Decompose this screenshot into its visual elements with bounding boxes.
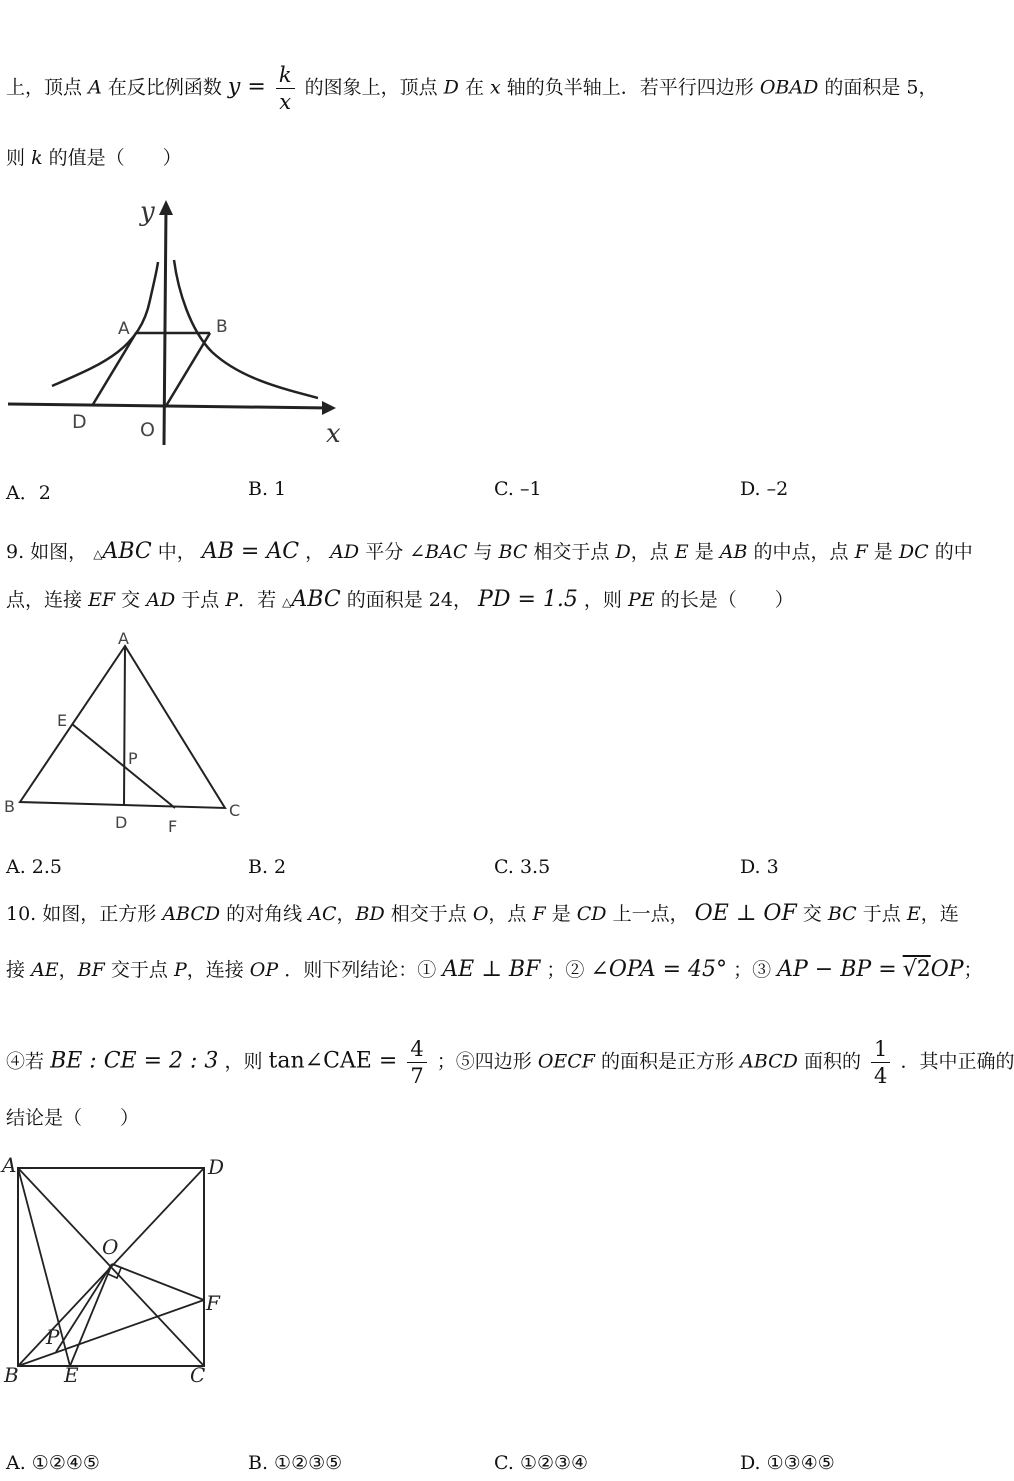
x-axis (8, 404, 330, 408)
text: 于点 (862, 903, 901, 925)
function-fraction (276, 62, 295, 115)
text: ，则 (224, 1050, 263, 1073)
text: ．其中正确的 (900, 1050, 1014, 1073)
hyperbola-right-branch (174, 260, 318, 398)
var-E: E (906, 903, 921, 925)
text: 平分 (365, 541, 404, 563)
var-P: P (173, 959, 187, 981)
segment-AD (92, 333, 136, 406)
text: 是 (551, 903, 571, 925)
text: 的面积是 5， (824, 76, 938, 99)
var-D: D (615, 541, 631, 563)
triangle-symbol: △ (282, 595, 292, 609)
ratio-BE-CE: BE : CE = 2 : 3 (50, 1048, 219, 1074)
q9-figure (0, 628, 250, 838)
label-A: A (118, 319, 130, 339)
label-D: D (115, 813, 128, 832)
q8-stem-line2 (6, 146, 182, 170)
text: 交 (121, 589, 141, 611)
label-y: y (140, 197, 155, 227)
text: 于点 (181, 589, 220, 611)
var-k: k (31, 147, 43, 169)
triangle-ABC (20, 646, 225, 808)
text: 的面积是正方形 (601, 1050, 735, 1073)
conclusion-3-lhs: AP − BP = (777, 957, 897, 982)
segment-OE (70, 1264, 112, 1366)
label-C: C (229, 801, 241, 820)
text: 是 (694, 541, 714, 563)
q9-stem-line1 (6, 540, 973, 566)
text: 则 (6, 147, 26, 169)
fraction-denominator: 7 (410, 1064, 424, 1088)
q9-option-c[interactable]: C. 3.5 (494, 856, 551, 878)
q10-option-b[interactable]: B. ①②③⑤ (248, 1452, 343, 1474)
var-AE: AE (31, 959, 59, 981)
label-x: x (326, 419, 341, 449)
var-AB: AB (719, 541, 748, 563)
text: 点，连接 (6, 589, 83, 611)
text: 的长是（ ） (660, 589, 794, 611)
q10-stem-line3 (6, 1036, 1014, 1089)
fraction-denominator: x (279, 90, 292, 114)
var-AC: AC (308, 903, 337, 925)
label-E: E (57, 711, 68, 730)
text: ，连接 (186, 959, 244, 981)
fraction-4-7 (407, 1036, 426, 1089)
var-OP: OP (930, 957, 964, 982)
equation-PD: PD = 1.5 (478, 587, 578, 612)
text: ，则 (583, 589, 622, 611)
var-ABC: ABC (102, 539, 152, 564)
text: 交 (802, 903, 822, 925)
text: 交于点 (110, 959, 168, 981)
label-O: O (102, 1235, 119, 1259)
var-A: A (88, 76, 102, 99)
text: 的中点，点 (753, 541, 849, 563)
text: 的对角线 (226, 903, 303, 925)
text: 是 (873, 541, 893, 563)
var-BC: BC (827, 903, 857, 925)
text: 上，顶点 (6, 76, 83, 99)
var-PE: PE (627, 589, 655, 611)
q10-stem-line4: 结论是（ ） (6, 1107, 140, 1129)
q10-stem-line1 (6, 902, 959, 926)
segment-OP (56, 1264, 112, 1352)
angle-BAC: ∠BAC (409, 541, 468, 563)
text: 的中 (934, 541, 973, 563)
fraction-numerator: 4 (407, 1036, 426, 1063)
hyperbola-left-branch (52, 262, 158, 386)
label-E: E (64, 1363, 79, 1387)
var-BD: BD (355, 903, 385, 925)
q8-figure (0, 190, 350, 460)
y-axis-arrow (159, 200, 173, 215)
var-AD: AD (146, 589, 176, 611)
var-x: x (490, 76, 501, 99)
segment-AD (124, 646, 125, 806)
q9-stem-line2 (6, 588, 794, 614)
text: ．则下列结论：① (284, 959, 437, 981)
q10-stem-line2 (6, 958, 983, 982)
q10-figure (0, 1148, 240, 1387)
fraction-1-4 (871, 1036, 890, 1089)
label-C: C (190, 1363, 206, 1387)
text: 与 (473, 541, 493, 563)
equation-OE-perp-OF: OE ⊥ OF (694, 901, 797, 926)
label-B: B (4, 1363, 19, 1387)
q10-option-d[interactable]: D. ①③④⑤ (740, 1452, 835, 1474)
var-DC: DC (898, 541, 929, 563)
text: 9. 如图， (6, 541, 88, 563)
label-B: B (4, 797, 15, 816)
function-lhs: y = (227, 74, 266, 100)
segment-AE (18, 1168, 70, 1366)
text: ，连 (920, 903, 959, 925)
text: 相交于点 (533, 541, 610, 563)
var-F: F (854, 541, 868, 563)
q8-option-b[interactable]: B. 1 (248, 478, 287, 500)
label-D: D (208, 1155, 225, 1179)
q8-option-a[interactable]: A．2 (6, 482, 51, 504)
text: ； (963, 959, 983, 981)
var-F: F (532, 903, 546, 925)
text: ；⑤四边形 (436, 1050, 532, 1073)
conclusion-2: ∠OPA = 45° (590, 957, 728, 982)
label-F: F (206, 1291, 220, 1315)
label-D: D (72, 411, 87, 433)
label-O: O (140, 419, 155, 441)
q10-option-a[interactable]: A. ①②④⑤ (6, 1452, 100, 1474)
text: ；② (546, 959, 585, 981)
text: 中， (157, 541, 196, 563)
text: 上一点， (612, 903, 689, 925)
text: ， (305, 541, 325, 563)
text: 的值是（ ） (48, 147, 182, 169)
text: 接 (6, 959, 26, 981)
text: ④若 (6, 1050, 45, 1073)
fraction-denominator: 4 (874, 1064, 888, 1088)
label-F: F (168, 817, 178, 836)
tan-CAE: tan∠CAE = (268, 1048, 398, 1074)
text: 10. 如图，正方形 (6, 903, 157, 925)
q9-option-d[interactable]: D. 3 (740, 856, 779, 878)
sqrt-2: √2 (902, 957, 931, 982)
label-P: P (128, 749, 138, 768)
x-axis-arrow (322, 401, 336, 415)
var-E: E (674, 541, 689, 563)
y-axis (164, 208, 166, 445)
text: 的面积是 24， (346, 589, 472, 611)
var-D: D (443, 76, 459, 99)
equation-AB-AC: AB = AC (201, 539, 300, 564)
q8-option-d[interactable]: D. –2 (740, 478, 789, 500)
var-EF: EF (88, 589, 116, 611)
text: ， (58, 959, 78, 981)
label-P: P (46, 1325, 60, 1349)
text: 轴的负半轴上．若平行四边形 (506, 76, 754, 99)
q9-option-a[interactable]: A. 2.5 (6, 856, 63, 878)
var-OP: OP (249, 959, 279, 981)
var-OBAD: OBAD (759, 76, 819, 99)
label-A: A (2, 1153, 17, 1177)
text: ，点 (630, 541, 669, 563)
text: 的图象上，顶点 (304, 76, 438, 99)
var-OECF: OECF (537, 1050, 595, 1073)
text: ；③ (733, 959, 772, 981)
q8-option-c[interactable]: C. –1 (494, 478, 542, 500)
var-ABC: ABC (291, 587, 341, 612)
q9-option-b[interactable]: B. 2 (248, 856, 287, 878)
text: 面积的 (803, 1050, 861, 1073)
label-B: B (216, 317, 228, 337)
text: 在 (464, 76, 484, 99)
fraction-numerator: 1 (871, 1036, 890, 1063)
label-A: A (118, 629, 129, 648)
triangle-symbol: △ (93, 547, 103, 561)
segment-BO (166, 333, 210, 406)
text: 相交于点 (390, 903, 467, 925)
var-P: P (225, 589, 239, 611)
conclusion-1: AE ⊥ BF (442, 957, 541, 982)
var-ABCD: ABCD (740, 1050, 798, 1073)
var-BF: BF (77, 959, 105, 981)
var-CD: CD (576, 903, 607, 925)
var-AD: AD (330, 541, 360, 563)
text: 在反比例函数 (107, 76, 222, 99)
var-BC: BC (498, 541, 528, 563)
q8-stem-line1 (6, 62, 938, 115)
text: ．若 (238, 589, 277, 611)
fraction-numerator: k (276, 62, 295, 89)
text: ， (336, 903, 356, 925)
var-O: O (472, 903, 489, 925)
q10-option-c[interactable]: C. ①②③④ (494, 1452, 589, 1474)
text: ，点 (488, 903, 527, 925)
var-ABCD: ABCD (162, 903, 221, 925)
